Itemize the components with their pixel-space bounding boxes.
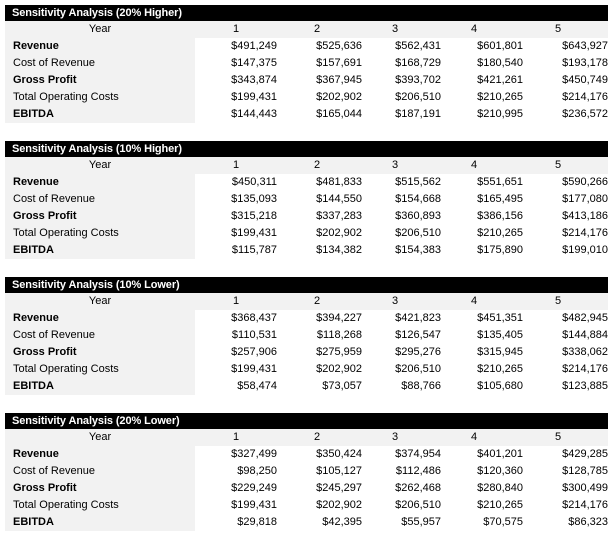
value-cell: $601,801 <box>477 40 523 52</box>
year-header-row <box>5 293 608 310</box>
year-header-label: Year <box>5 429 195 446</box>
row-label: Revenue <box>5 174 195 191</box>
value-cell: $199,431 <box>231 499 277 511</box>
value-cell: $393,702 <box>395 74 441 86</box>
table-row-cost-of-revenue <box>5 191 608 208</box>
table-row-revenue <box>5 38 608 55</box>
value-cell: $86,323 <box>568 516 608 528</box>
value-cell: $481,833 <box>316 176 362 188</box>
table-title: Sensitivity Analysis (20% Higher) <box>5 5 608 21</box>
value-cell: $165,044 <box>316 108 362 120</box>
value-cell: $275,959 <box>316 346 362 358</box>
row-label: EBITDA <box>5 242 195 259</box>
value-cell: $368,437 <box>231 312 277 324</box>
value-cell: $386,156 <box>477 210 523 222</box>
row-label: Cost of Revenue <box>5 191 195 208</box>
table-row-cost-of-revenue <box>5 55 608 72</box>
year-header-row <box>5 157 608 174</box>
value-cell: $280,840 <box>477 482 523 494</box>
value-cell: $360,893 <box>395 210 441 222</box>
value-cell: $144,443 <box>231 108 277 120</box>
value-cell: $165,495 <box>477 193 523 205</box>
value-cell: $482,945 <box>562 312 608 324</box>
row-label: Revenue <box>5 310 195 327</box>
year-header-label: Year <box>5 157 195 174</box>
year-header-label: Year <box>5 293 195 310</box>
row-label: Total Operating Costs <box>5 361 195 378</box>
row-label: Revenue <box>5 38 195 55</box>
value-cell: $643,927 <box>562 40 608 52</box>
value-cell: $126,547 <box>395 329 441 341</box>
value-cell: $88,766 <box>401 380 441 392</box>
value-cell: $202,902 <box>316 499 362 511</box>
sensitivity-table-1 <box>5 5 608 123</box>
value-cell: $394,227 <box>316 312 362 324</box>
value-cell: $367,945 <box>316 74 362 86</box>
value-cell: $199,431 <box>231 227 277 239</box>
value-cell: $210,265 <box>477 91 523 103</box>
year-cell: 2 <box>314 159 321 171</box>
table-row-revenue <box>5 310 608 327</box>
value-cell: $210,995 <box>477 108 523 120</box>
row-label: Gross Profit <box>5 208 195 225</box>
value-cell: $206,510 <box>395 91 441 103</box>
year-cell: 3 <box>392 431 399 443</box>
row-label: Cost of Revenue <box>5 327 195 344</box>
value-cell: $551,651 <box>477 176 523 188</box>
value-cell: $110,531 <box>231 329 277 341</box>
sensitivity-table-3 <box>5 277 608 395</box>
value-cell: $337,283 <box>316 210 362 222</box>
year-cell: 2 <box>314 295 321 307</box>
value-cell: $147,375 <box>231 57 277 69</box>
value-cell: $115,787 <box>231 244 277 256</box>
value-cell: $73,057 <box>322 380 362 392</box>
value-cell: $214,176 <box>562 227 608 239</box>
value-cell: $206,510 <box>395 363 441 375</box>
value-cell: $105,680 <box>477 380 523 392</box>
value-cell: $515,562 <box>395 176 441 188</box>
table-row-gross-profit <box>5 480 608 497</box>
value-cell: $202,902 <box>316 91 362 103</box>
value-cell: $128,785 <box>562 465 608 477</box>
value-cell: $177,080 <box>562 193 608 205</box>
year-cell: 5 <box>555 431 562 443</box>
value-cell: $421,823 <box>395 312 441 324</box>
value-cell: $338,062 <box>562 346 608 358</box>
table-row-cost-of-revenue <box>5 463 608 480</box>
table-row-revenue <box>5 446 608 463</box>
value-cell: $450,311 <box>231 176 277 188</box>
value-cell: $327,499 <box>231 448 277 460</box>
table-row-ebitda <box>5 106 608 123</box>
year-cell: 3 <box>392 295 399 307</box>
value-cell: $202,902 <box>316 227 362 239</box>
table-row-gross-profit <box>5 208 608 225</box>
value-cell: $214,176 <box>562 363 608 375</box>
table-row-ebitda <box>5 242 608 259</box>
value-cell: $118,268 <box>316 329 362 341</box>
table-row-total-operating-costs <box>5 497 608 514</box>
value-cell: $180,540 <box>477 57 523 69</box>
value-cell: $135,093 <box>231 193 277 205</box>
year-header-row <box>5 429 608 446</box>
value-cell: $202,902 <box>316 363 362 375</box>
table-row-total-operating-costs <box>5 361 608 378</box>
year-cell: 3 <box>392 23 399 35</box>
year-cell: 1 <box>233 295 240 307</box>
value-cell: $154,383 <box>395 244 441 256</box>
value-cell: $315,218 <box>231 210 277 222</box>
row-label: Cost of Revenue <box>5 55 195 72</box>
value-cell: $350,424 <box>316 448 362 460</box>
value-cell: $214,176 <box>562 91 608 103</box>
value-cell: $135,405 <box>477 329 523 341</box>
row-label: EBITDA <box>5 378 195 395</box>
value-cell: $343,874 <box>231 74 277 86</box>
year-cell: 3 <box>392 159 399 171</box>
row-label: Revenue <box>5 446 195 463</box>
table-title: Sensitivity Analysis (20% Lower) <box>5 413 608 429</box>
row-label: Cost of Revenue <box>5 463 195 480</box>
year-cell: 1 <box>233 23 240 35</box>
year-cell: 2 <box>314 23 321 35</box>
table-row-ebitda <box>5 514 608 531</box>
value-cell: $144,884 <box>562 329 608 341</box>
value-cell: $120,360 <box>477 465 523 477</box>
value-cell: $206,510 <box>395 227 441 239</box>
value-cell: $236,572 <box>562 108 608 120</box>
value-cell: $374,954 <box>395 448 441 460</box>
value-cell: $70,575 <box>483 516 523 528</box>
year-cell: 4 <box>471 23 478 35</box>
year-cell: 4 <box>471 159 478 171</box>
table-title: Sensitivity Analysis (10% Lower) <box>5 277 608 293</box>
row-label: Total Operating Costs <box>5 89 195 106</box>
year-cell: 4 <box>471 295 478 307</box>
value-cell: $525,636 <box>316 40 362 52</box>
value-cell: $229,249 <box>231 482 277 494</box>
value-cell: $123,885 <box>562 380 608 392</box>
value-cell: $175,890 <box>477 244 523 256</box>
value-cell: $199,431 <box>231 91 277 103</box>
value-cell: $112,486 <box>395 465 441 477</box>
value-cell: $300,499 <box>562 482 608 494</box>
row-label: Total Operating Costs <box>5 497 195 514</box>
value-cell: $262,468 <box>395 482 441 494</box>
year-cell: 2 <box>314 431 321 443</box>
year-header-label: Year <box>5 21 195 38</box>
value-cell: $210,265 <box>477 363 523 375</box>
value-cell: $214,176 <box>562 499 608 511</box>
row-label: Total Operating Costs <box>5 225 195 242</box>
table-row-revenue <box>5 174 608 191</box>
value-cell: $42,395 <box>322 516 362 528</box>
value-cell: $210,265 <box>477 227 523 239</box>
row-label: EBITDA <box>5 106 195 123</box>
value-cell: $401,201 <box>477 448 523 460</box>
table-row-gross-profit <box>5 72 608 89</box>
year-cell: 5 <box>555 295 562 307</box>
value-cell: $450,749 <box>562 74 608 86</box>
value-cell: $105,127 <box>316 465 362 477</box>
sensitivity-table-4 <box>5 413 608 531</box>
year-header-row <box>5 21 608 38</box>
row-label: EBITDA <box>5 514 195 531</box>
value-cell: $491,249 <box>231 40 277 52</box>
sensitivity-table-2 <box>5 141 608 259</box>
value-cell: $590,266 <box>562 176 608 188</box>
table-row-total-operating-costs <box>5 225 608 242</box>
value-cell: $55,957 <box>401 516 441 528</box>
value-cell: $157,691 <box>316 57 362 69</box>
value-cell: $210,265 <box>477 499 523 511</box>
row-label: Gross Profit <box>5 480 195 497</box>
year-cell: 4 <box>471 431 478 443</box>
table-title: Sensitivity Analysis (10% Higher) <box>5 141 608 157</box>
value-cell: $58,474 <box>237 380 277 392</box>
value-cell: $206,510 <box>395 499 441 511</box>
row-label: Gross Profit <box>5 72 195 89</box>
value-cell: $168,729 <box>395 57 441 69</box>
value-cell: $29,818 <box>237 516 277 528</box>
value-cell: $257,906 <box>231 346 277 358</box>
value-cell: $315,945 <box>477 346 523 358</box>
value-cell: $154,668 <box>395 193 441 205</box>
value-cell: $295,276 <box>395 346 441 358</box>
value-cell: $199,431 <box>231 363 277 375</box>
value-cell: $562,431 <box>395 40 441 52</box>
value-cell: $245,297 <box>316 482 362 494</box>
value-cell: $98,250 <box>237 465 277 477</box>
year-cell: 5 <box>555 23 562 35</box>
value-cell: $144,550 <box>316 193 362 205</box>
value-cell: $421,261 <box>477 74 523 86</box>
value-cell: $199,010 <box>562 244 608 256</box>
year-cell: 1 <box>233 431 240 443</box>
value-cell: $187,191 <box>395 108 441 120</box>
year-cell: 5 <box>555 159 562 171</box>
row-label: Gross Profit <box>5 344 195 361</box>
table-row-total-operating-costs <box>5 89 608 106</box>
table-row-gross-profit <box>5 344 608 361</box>
value-cell: $193,178 <box>562 57 608 69</box>
value-cell: $451,351 <box>477 312 523 324</box>
value-cell: $134,382 <box>316 244 362 256</box>
value-cell: $413,186 <box>562 210 608 222</box>
value-cell: $429,285 <box>562 448 608 460</box>
year-cell: 1 <box>233 159 240 171</box>
table-row-cost-of-revenue <box>5 327 608 344</box>
table-row-ebitda <box>5 378 608 395</box>
